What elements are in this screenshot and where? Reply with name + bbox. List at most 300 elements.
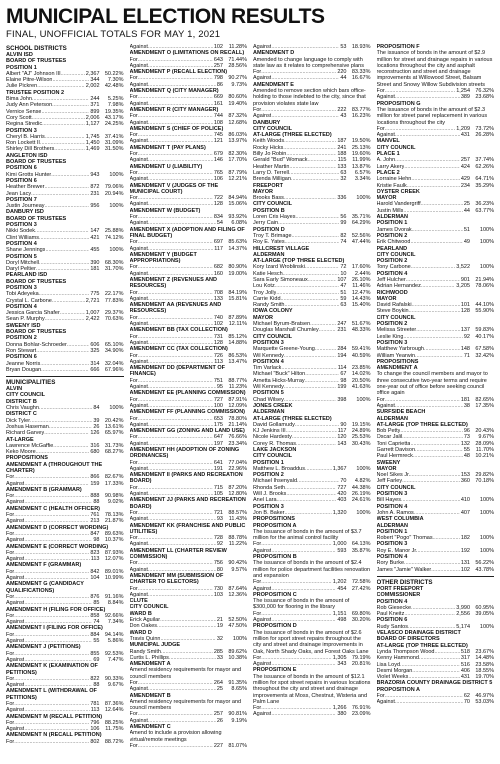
- choice-name: For: [376, 88, 385, 95]
- vote-count: 104: [90, 575, 100, 582]
- vote-count: 26: [93, 423, 100, 430]
- choice-name: Rory Burke: [376, 560, 405, 567]
- vote-percent: 19.60%: [351, 151, 371, 158]
- vote-percent: 100%: [479, 509, 494, 516]
- results-column-4: [377, 44, 495, 749]
- vote-percent: 43.78%: [475, 566, 494, 573]
- vote-percent: 60.95%: [475, 604, 494, 611]
- vote-percent: 89.01%: [104, 568, 124, 575]
- vote-percent: 100%: [109, 247, 124, 254]
- race-heading: BOARD OF DIRECTORS: [376, 636, 440, 643]
- vote-percent: 11.46%: [352, 283, 371, 290]
- dot-leader: [412, 227, 463, 233]
- race-heading: POSITION 3: [253, 503, 284, 510]
- dot-leader: [296, 441, 336, 447]
- vote-count: 85: [93, 600, 100, 607]
- choice-name: Shirley Dill Brothers: [6, 146, 55, 153]
- race-heading: POSITION 3: [6, 284, 37, 291]
- choice-name: Against: [6, 575, 25, 582]
- choice-name: Against: [376, 132, 395, 139]
- vote-percent: 9.67%: [107, 682, 124, 689]
- dot-leader: [407, 183, 460, 189]
- vote-count: 1,745: [85, 133, 100, 140]
- result-row: [130, 176, 248, 182]
- vote-count: 679: [213, 151, 223, 158]
- race-heading: CITY COUNCIL: [6, 392, 46, 399]
- race-heading: MAYOR: [253, 188, 273, 195]
- result-row: [130, 623, 248, 629]
- vote-count: 858: [90, 612, 100, 619]
- race-heading: POSITION 3: [376, 541, 408, 548]
- choice-name: Nikki Sodek: [6, 228, 36, 235]
- dot-leader: [431, 567, 460, 573]
- vote-percent: 78.80%: [228, 415, 247, 422]
- dot-leader: [433, 535, 460, 541]
- vote-count: 715: [213, 484, 223, 491]
- choice-name: Roy E. Yates: [253, 239, 285, 246]
- vote-percent: 56.22%: [475, 560, 494, 567]
- choice-name: Wil Kennedy: [253, 384, 284, 391]
- vote-count: 194: [337, 352, 347, 359]
- vote-count: 876: [90, 593, 100, 600]
- race-heading: POSITION 4: [376, 270, 408, 277]
- vote-count: 1,151: [332, 610, 347, 617]
- vote-percent: 100%: [479, 623, 494, 630]
- result-row: [253, 397, 371, 403]
- race-heading: AT-LARGE (TOP THREE ELECTED): [376, 421, 468, 428]
- vote-count: 199: [337, 384, 347, 391]
- vote-count: 128: [213, 201, 223, 208]
- vote-count: 93: [216, 516, 223, 523]
- vote-count: 518: [460, 648, 470, 655]
- vote-percent: 65.10%: [104, 341, 124, 348]
- dot-leader: [51, 172, 89, 178]
- measure-description: The issuance of bonds in the amount of $2.4 million for police department facilities renovation and expansion: [253, 560, 371, 579]
- dot-leader: [271, 113, 339, 119]
- race-heading: ANGLETON ISD: [6, 152, 48, 159]
- choice-name: Lorraine Hehn: [376, 176, 412, 183]
- vote-percent: 68.27%: [104, 449, 124, 456]
- vote-count: 113: [214, 358, 223, 365]
- choice-name: For: [129, 264, 138, 271]
- choice-name: Michael Byrum-Bratsen: [253, 321, 311, 328]
- vote-percent: 91.16%: [104, 593, 124, 600]
- choice-name: For: [129, 742, 138, 749]
- result-row: [6, 172, 124, 178]
- race-heading: ALVIN: [6, 386, 23, 393]
- dot-leader: [24, 707, 89, 713]
- choice-name: For: [129, 214, 138, 221]
- vote-percent: 88.78%: [228, 535, 247, 542]
- choice-name: For: [376, 692, 385, 699]
- result-row: [130, 138, 248, 144]
- dot-leader: [402, 478, 460, 484]
- vote-count: 429: [460, 176, 470, 183]
- dot-leader: [148, 592, 213, 598]
- vote-percent: 13.61%: [104, 423, 124, 430]
- race-heading: AMENDMENT A: [376, 365, 418, 372]
- vote-percent: 76.66%: [228, 434, 247, 441]
- vote-percent: 35.71%: [351, 214, 371, 221]
- race-heading: PEARLAND: [376, 245, 408, 252]
- dot-leader: [291, 176, 339, 182]
- vote-count: 84: [93, 405, 100, 412]
- result-row: [253, 497, 371, 503]
- choice-name: Gerald "Bud" Womack: [253, 157, 308, 164]
- vote-count: 1,202: [332, 579, 347, 586]
- choice-name: Ron Lockett II: [6, 140, 40, 147]
- vote-count: 70: [340, 478, 347, 485]
- vote-count: 161: [213, 100, 223, 107]
- vote-percent: 14.88%: [228, 339, 247, 346]
- vote-count: 86: [216, 81, 223, 88]
- measure-description: To change the council members and mayor to three consecutive two-year terms and require one-year out of office before seeking council office again: [376, 371, 488, 397]
- vote-count: 802: [90, 738, 100, 745]
- choice-name: Against: [129, 402, 148, 409]
- choice-name: Against: [253, 711, 272, 718]
- vote-percent: 7.47%: [107, 656, 124, 663]
- choice-name: Paul Kneitz: [376, 611, 405, 618]
- race-heading: SWEENY ISD: [6, 322, 41, 329]
- vote-count: 722: [213, 195, 223, 202]
- results-column-3: [253, 44, 371, 749]
- choice-name: Michael Ihsenyald: [253, 478, 298, 485]
- vote-percent: 20.43%: [475, 428, 494, 435]
- vote-count: 197: [213, 440, 223, 447]
- choice-name: For: [253, 654, 262, 661]
- choice-name: Cheryl B. Harris: [6, 133, 45, 140]
- race-heading: BRAZORIA COUNTY DRAINAGE DISTRICT 5: [376, 680, 493, 687]
- vote-percent: 87.64%: [228, 585, 247, 592]
- result-row: [6, 430, 124, 436]
- race-heading: AMENDMENT L (WITHDRAWAL OF PETITIONS): [6, 688, 97, 701]
- choice-name: Carrie Kidd: [253, 295, 281, 302]
- vote-count: 2,422: [85, 316, 100, 323]
- vote-percent: 13.87%: [351, 163, 371, 170]
- vote-count: 131: [460, 560, 470, 567]
- vote-count: 1,367: [332, 465, 347, 472]
- choice-name: Against: [129, 591, 148, 598]
- vote-percent: 70.18%: [475, 478, 494, 485]
- result-row: [377, 567, 495, 573]
- result-row: [130, 120, 248, 126]
- race-heading: POSITION 1: [376, 528, 408, 535]
- race-heading: AT-LARGE: [6, 436, 34, 443]
- race-heading: AMENDMENT G (CANDIDACY QUALIFICATIONS): [6, 581, 84, 594]
- vote-count: 390: [90, 259, 100, 266]
- vote-percent: 84.19%: [228, 289, 247, 296]
- vote-percent: 11.99%: [352, 157, 371, 164]
- choice-name: Billy Jo Robin: [253, 151, 287, 158]
- vote-percent: 78.06%: [475, 283, 494, 290]
- vote-count: 113: [90, 556, 100, 563]
- vote-count: 133: [213, 295, 223, 302]
- vote-percent: 46.97%: [475, 692, 494, 699]
- race-heading: POSITION 7: [6, 196, 37, 203]
- race-heading: AMENDMENT J (PETITIONS): [6, 644, 81, 651]
- dot-leader: [404, 164, 459, 170]
- dot-leader: [138, 743, 213, 749]
- vote-percent: 47.50%: [228, 623, 247, 630]
- vote-count: 99: [340, 220, 347, 227]
- results-column-1: [6, 44, 124, 749]
- vote-count: 316: [90, 442, 100, 449]
- vote-count: 73: [463, 434, 470, 441]
- section-divider: [377, 576, 495, 577]
- race-heading: AMENDMENT I (FILING FOR OFFICE): [6, 625, 103, 632]
- choice-name: Melissa Streeter: [376, 327, 417, 334]
- result-row: [253, 176, 371, 182]
- race-heading: BOARD OF TRUSTEES: [6, 278, 67, 285]
- vote-count: 98: [340, 377, 347, 384]
- vote-count: 775: [90, 291, 100, 298]
- vote-count: 19: [216, 623, 223, 630]
- vote-count: 187: [337, 138, 347, 145]
- vote-percent: 40.17%: [475, 333, 494, 340]
- vote-percent: 3.34%: [354, 176, 371, 183]
- choice-name: Travis Quinn: [129, 635, 161, 642]
- choice-name: For: [6, 700, 15, 707]
- vote-count: 143: [337, 440, 347, 447]
- vote-count: 137: [460, 327, 470, 334]
- choice-name: David Gollamudy: [253, 421, 295, 428]
- vote-count: 424: [460, 163, 470, 170]
- choice-name: Against: [253, 585, 272, 592]
- vote-percent: 100%: [356, 396, 371, 403]
- vote-percent: 5.86%: [107, 638, 124, 645]
- choice-name: Steve Boykin: [376, 308, 409, 315]
- vote-percent: 5.25%: [107, 96, 124, 103]
- vote-count: 454: [337, 585, 347, 592]
- choice-name: Against: [129, 421, 148, 428]
- race-heading: POSITION 5: [253, 390, 284, 397]
- vote-percent: 65.97%: [104, 430, 124, 437]
- vote-percent: 71.44%: [228, 56, 247, 63]
- vote-count: 1,320: [332, 509, 347, 516]
- race-heading: AT-LARGE (THREE ELECTED): [253, 415, 332, 422]
- choice-name: For: [6, 549, 15, 556]
- vote-percent: 53.03%: [475, 699, 494, 706]
- choice-name: For: [6, 512, 15, 519]
- vote-count: 32: [216, 635, 223, 642]
- choice-name: KJ Jenkins III: [253, 428, 286, 435]
- choice-name: Jessica Garcia Shafer: [6, 310, 60, 317]
- choice-name: Will J. Brooks: [253, 491, 287, 498]
- race-heading: PROPOSITION E: [253, 667, 297, 674]
- dot-leader: [42, 121, 85, 127]
- vote-percent: 37.41%: [104, 133, 124, 140]
- page-title: MUNICIPAL ELECTION RESULTS: [6, 5, 325, 28]
- choice-name: Jeanne Norris: [6, 360, 41, 367]
- vote-percent: 88.25%: [104, 719, 124, 726]
- vote-count: 697: [213, 239, 223, 246]
- vote-percent: 100%: [479, 226, 494, 233]
- choice-name: For: [129, 459, 138, 466]
- result-row: [130, 157, 248, 163]
- vote-percent: 78.13%: [104, 512, 124, 519]
- choice-name: For: [6, 675, 15, 682]
- vote-percent: 26.10%: [351, 276, 371, 283]
- choice-name: Against: [129, 321, 148, 328]
- choice-name: Desmi Morgan: [376, 667, 413, 674]
- race-heading: MANVEL: [376, 138, 400, 145]
- vote-percent: 9.57%: [231, 566, 247, 573]
- race-heading: POSITION 4: [376, 554, 408, 561]
- choice-name: Clint Williams: [6, 234, 39, 241]
- dot-leader: [39, 405, 92, 411]
- choice-name: Against: [253, 617, 272, 624]
- vote-percent: 8.84%: [107, 600, 124, 607]
- dot-leader: [411, 264, 455, 270]
- vote-percent: 22.96%: [228, 465, 247, 472]
- vote-count: 55: [93, 638, 100, 645]
- vote-count: 257: [460, 157, 470, 164]
- race-heading: PROPOSITIONS: [376, 358, 419, 365]
- dot-leader: [284, 384, 336, 390]
- choice-name: For: [253, 579, 262, 586]
- vote-count: 344: [90, 77, 100, 84]
- race-heading: AMENDMENT BB (TAX COLLECTION): [129, 327, 228, 334]
- vote-percent: 51.67%: [351, 321, 371, 328]
- vote-count: 90: [340, 421, 347, 428]
- race-heading: JONES CREEK: [253, 402, 293, 409]
- result-row: [130, 220, 248, 226]
- choice-name: Against: [129, 201, 148, 208]
- vote-percent: 100%: [356, 465, 371, 472]
- choice-name: For: [129, 113, 138, 120]
- vote-percent: 55.90%: [475, 308, 494, 315]
- vote-percent: 35.29%: [475, 182, 494, 189]
- choice-name: Against: [129, 491, 148, 498]
- race-heading: AMENDMENT FF (PLANNING COMMISSION): [129, 409, 245, 416]
- vote-percent: 15.40%: [351, 302, 371, 309]
- vote-percent: 52.56%: [351, 232, 371, 239]
- dot-leader: [24, 600, 92, 606]
- vote-count: 1,127: [85, 121, 100, 128]
- vote-count: 653: [213, 415, 223, 422]
- race-heading: WARD D: [129, 629, 152, 636]
- race-heading: DANBURY ISD: [6, 209, 44, 216]
- choice-name: Regina Stredic: [6, 121, 43, 128]
- vote-percent: 100%: [479, 264, 494, 271]
- choice-name: Against: [6, 682, 25, 689]
- vote-percent: 23.58%: [475, 661, 494, 668]
- dot-leader: [148, 138, 213, 144]
- vote-percent: 64.29%: [351, 220, 371, 227]
- vote-percent: 23.85%: [351, 365, 371, 372]
- vote-percent: 87.79%: [228, 169, 247, 176]
- vote-percent: 14.37%: [228, 245, 247, 252]
- race-heading: AT-LARGE (THREE ELECTED): [253, 132, 332, 139]
- vote-count: 63: [340, 169, 347, 176]
- vote-count: 231: [90, 190, 100, 197]
- vote-percent: 44.38%: [351, 484, 371, 491]
- vote-count: 146: [213, 157, 223, 164]
- choice-name: Against: [129, 119, 148, 126]
- vote-percent: 20.50%: [351, 377, 371, 384]
- choice-name: Rocky Hicks: [253, 144, 284, 151]
- choice-name: Against: [129, 566, 148, 573]
- vote-percent: 88.72%: [104, 738, 124, 745]
- dot-leader: [148, 246, 213, 252]
- dot-leader: [415, 353, 463, 359]
- result-row: [377, 478, 495, 484]
- vote-count: 325: [90, 347, 100, 354]
- vote-percent: 30.20%: [351, 617, 371, 624]
- vote-percent: 32.04%: [104, 360, 124, 367]
- dot-leader: [421, 283, 455, 289]
- race-heading: DANBURY: [253, 119, 281, 126]
- choice-name: For: [129, 56, 138, 63]
- race-heading: DISTRICT C: [6, 411, 37, 418]
- vote-count: 343: [337, 661, 347, 668]
- vote-count: 103: [213, 591, 223, 598]
- vote-percent: 64.13%: [351, 541, 371, 548]
- dot-leader: [395, 699, 463, 705]
- vote-count: 128: [460, 308, 470, 315]
- vote-percent: 11.23%: [228, 384, 247, 391]
- choice-name: Elaine Pitre-Wilson: [6, 77, 53, 84]
- choice-name: For: [129, 132, 138, 139]
- race-heading: ALVIN ISD: [6, 52, 33, 58]
- vote-count: 51: [463, 226, 470, 233]
- vote-percent: 19.15%: [351, 421, 371, 428]
- vote-percent: 63.77%: [475, 207, 494, 214]
- vote-percent: 80.90%: [228, 264, 247, 271]
- choice-name: Arnetta Hicks-Murray: [253, 377, 305, 384]
- choice-name: Against: [6, 726, 25, 733]
- vote-percent: 31.70%: [104, 266, 124, 273]
- vote-count: 842: [90, 568, 100, 575]
- vote-count: 727: [213, 396, 223, 403]
- vote-count: 53: [340, 44, 347, 50]
- result-row: [253, 711, 371, 717]
- race-heading: VELASCO DRAINAGE DISTRICT: [376, 630, 461, 637]
- vote-count: 247: [337, 321, 347, 328]
- race-heading: CITY COUNCIL: [253, 125, 293, 132]
- vote-percent: 37.74%: [475, 157, 494, 164]
- race-heading: AMENDMENT EE (PLANNING COMMISSION): [129, 390, 246, 397]
- vote-percent: 24.61%: [351, 497, 371, 504]
- race-heading: CITY COUNCIL: [253, 333, 293, 340]
- dot-leader: [409, 308, 460, 314]
- measure-description: Amended to remove section which bars office-holding to those indebted to the city, since that provision violates state law: [253, 88, 366, 107]
- race-heading: POSITION B: [253, 207, 285, 214]
- dot-leader: [157, 623, 216, 629]
- vote-percent: 92.66%: [104, 612, 124, 619]
- race-heading: AMENDMENT MM (SUBMISSION OF CHARTER TO ELECTORS): [129, 572, 224, 586]
- dot-leader: [305, 466, 332, 472]
- vote-count: 781: [90, 700, 100, 707]
- vote-count: 74: [340, 239, 347, 246]
- race-heading: POSITION 6: [6, 354, 37, 361]
- dot-leader: [24, 537, 92, 543]
- vote-percent: 100%: [479, 239, 494, 246]
- dot-leader: [148, 201, 213, 207]
- vote-percent: 28.56%: [228, 62, 247, 69]
- race-heading: AMENDMENT DD (DEPARTMENT OF FINANCE): [129, 365, 226, 378]
- result-row: [377, 227, 495, 233]
- dot-leader: [14, 739, 89, 745]
- vote-percent: 69.80%: [351, 610, 371, 617]
- choice-name: James "Jamie" Walker: [376, 566, 432, 573]
- choice-name: Ron Stewart: [6, 347, 37, 354]
- vote-percent: 21.87%: [104, 518, 124, 525]
- choice-name: For: [129, 314, 138, 321]
- vote-percent: 77.83%: [104, 297, 124, 304]
- vote-count: 128: [213, 339, 223, 346]
- choice-name: Lisa Loyd: [376, 661, 401, 668]
